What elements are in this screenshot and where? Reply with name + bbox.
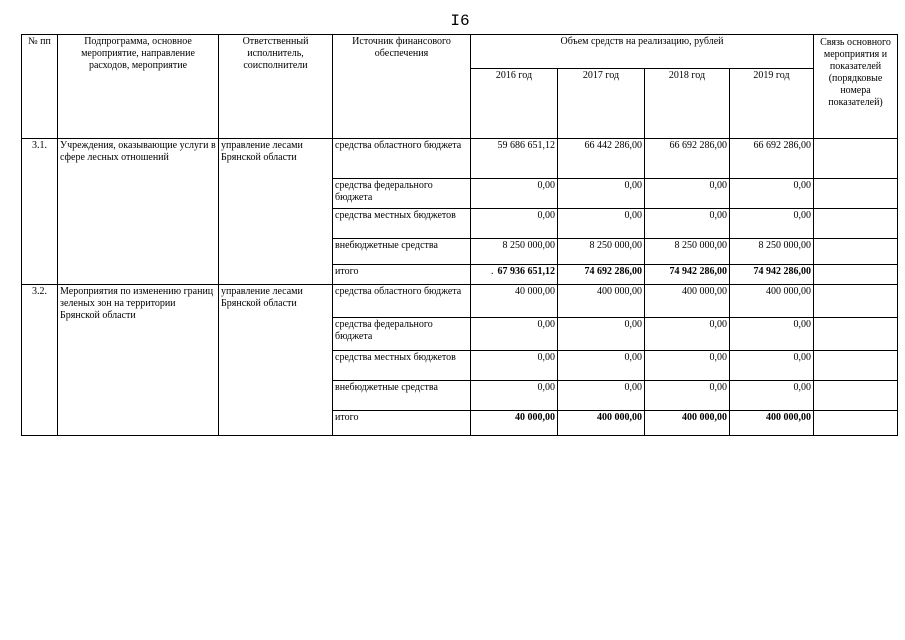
indicator-link-cell	[814, 351, 898, 381]
funding-source: внебюджетные средства	[333, 239, 471, 265]
amount-value	[471, 239, 558, 265]
amount-text: 0,00	[537, 210, 555, 221]
amount-value	[558, 239, 645, 265]
amount-text: 74 942 286,00	[669, 266, 727, 277]
amount-value	[645, 381, 730, 411]
table-row	[22, 139, 898, 179]
amount-text: 8 250 000,00	[758, 240, 811, 251]
amount-text: 0,00	[537, 382, 555, 393]
amount-text: 0,00	[793, 352, 811, 363]
amount-value	[471, 318, 558, 351]
amount-value	[558, 381, 645, 411]
header-program: Подпрограмма, основное мероприятие, направление расходов, мероприятие	[58, 35, 219, 139]
amount-value	[558, 318, 645, 351]
indicator-link-cell	[814, 318, 898, 351]
amount-value	[730, 239, 814, 265]
total-value	[730, 411, 814, 436]
total-value	[645, 411, 730, 436]
amount-value	[730, 139, 814, 179]
amount-text: 0,00	[709, 180, 727, 191]
total-label: итого	[333, 265, 471, 285]
funding-source: средства областного бюджета	[333, 139, 471, 179]
total-value	[471, 265, 558, 285]
amount-text: 400 000,00	[682, 286, 727, 297]
page-number: I6	[450, 12, 470, 30]
amount-value	[558, 209, 645, 239]
funding-source: средства местных бюджетов	[333, 209, 471, 239]
header-volume: Объем средств на реализацию, рублей	[471, 35, 814, 69]
header-num: № пп	[22, 35, 58, 139]
amount-value	[645, 239, 730, 265]
amount-value	[730, 209, 814, 239]
amount-text: 0,00	[793, 382, 811, 393]
amount-text: 0,00	[709, 319, 727, 330]
amount-value	[558, 285, 645, 318]
indicator-link-cell	[814, 139, 898, 179]
amount-text: 400 000,00	[766, 412, 811, 423]
indicator-link-cell	[814, 411, 898, 436]
margin-mark: .	[491, 266, 494, 277]
amount-value	[645, 209, 730, 239]
total-value	[558, 411, 645, 436]
section-name: Мероприятия по изменению границ зеленых зон на территории Брянской области	[58, 285, 219, 436]
header-year: 2019 год	[730, 69, 814, 139]
total-value	[471, 411, 558, 436]
amount-text: 0,00	[624, 319, 642, 330]
amount-value	[558, 179, 645, 209]
indicator-link-cell	[814, 179, 898, 209]
indicator-link-cell	[814, 209, 898, 239]
indicator-link-cell	[814, 265, 898, 285]
amount-value	[730, 179, 814, 209]
amount-value	[645, 139, 730, 179]
amount-value	[645, 179, 730, 209]
indicator-link-cell	[814, 239, 898, 265]
section-number: 3.2.	[22, 285, 58, 436]
header-executor: Ответственный исполнитель, соисполнители	[219, 35, 333, 139]
total-value	[645, 265, 730, 285]
amount-text: 66 442 286,00	[584, 140, 642, 151]
table-body	[22, 139, 898, 436]
amount-text: 0,00	[624, 352, 642, 363]
amount-text: 8 250 000,00	[589, 240, 642, 251]
amount-value	[645, 351, 730, 381]
amount-text: 40 000,00	[515, 286, 555, 297]
funding-source: средства федерального бюджета	[333, 318, 471, 351]
amount-text: 0,00	[537, 180, 555, 191]
amount-text: 8 250 000,00	[674, 240, 727, 251]
amount-text: 74 692 286,00	[584, 266, 642, 277]
amount-value	[471, 351, 558, 381]
amount-text: 0,00	[537, 352, 555, 363]
section-number: 3.1.	[22, 139, 58, 285]
funding-source: средства федерального бюджета	[333, 179, 471, 209]
amount-text: 66 692 286,00	[669, 140, 727, 151]
amount-text: 8 250 000,00	[502, 240, 555, 251]
amount-text: 0,00	[624, 210, 642, 221]
amount-text: 0,00	[793, 319, 811, 330]
amount-value	[730, 351, 814, 381]
total-label: итого	[333, 411, 471, 436]
amount-value	[471, 179, 558, 209]
amount-text: 400 000,00	[597, 412, 642, 423]
amount-text: 59 686 651,12	[497, 140, 555, 151]
table-row	[22, 285, 898, 318]
amount-value	[730, 285, 814, 318]
section-name: Учреждения, оказывающие услуги в сфере лесных отношений	[58, 139, 219, 285]
amount-text: 0,00	[709, 352, 727, 363]
amount-value	[558, 139, 645, 179]
amount-value	[730, 318, 814, 351]
amount-text: 0,00	[709, 210, 727, 221]
amount-value	[471, 285, 558, 318]
amount-value	[730, 381, 814, 411]
funding-source: внебюджетные средства	[333, 381, 471, 411]
section-executor: управление лесами Брянской области	[219, 139, 333, 285]
amount-text: 0,00	[624, 382, 642, 393]
amount-text: 0,00	[709, 382, 727, 393]
amount-text: 66 692 286,00	[753, 140, 811, 151]
amount-value	[558, 351, 645, 381]
indicator-link-cell	[814, 381, 898, 411]
header-link: Связь основного мероприятия и показателей (порядковые номера показателей)	[814, 35, 898, 139]
indicator-link-cell	[814, 285, 898, 318]
amount-text: 0,00	[537, 319, 555, 330]
amount-text: 0,00	[793, 180, 811, 191]
header-source: Источник финансового обеспечения	[333, 35, 471, 139]
section-executor: управление лесами Брянской области	[219, 285, 333, 436]
amount-value	[645, 285, 730, 318]
funding-table	[21, 34, 898, 436]
amount-text: 400 000,00	[682, 412, 727, 423]
total-value	[730, 265, 814, 285]
amount-text: 0,00	[793, 210, 811, 221]
total-value	[558, 265, 645, 285]
amount-value	[471, 139, 558, 179]
amount-value	[471, 209, 558, 239]
amount-text: 400 000,00	[766, 286, 811, 297]
amount-text: 74 942 286,00	[753, 266, 811, 277]
amount-text: 0,00	[624, 180, 642, 191]
funding-source: средства областного бюджета	[333, 285, 471, 318]
header-year: 2017 год	[558, 69, 645, 139]
header-year: 2018 год	[645, 69, 730, 139]
amount-text: 67 936 651,12	[497, 266, 555, 277]
amount-text: 400 000,00	[597, 286, 642, 297]
amount-text: 40 000,00	[515, 412, 555, 423]
amount-value	[645, 318, 730, 351]
amount-value	[471, 381, 558, 411]
funding-source: средства местных бюджетов	[333, 351, 471, 381]
header-year: 2016 год	[471, 69, 558, 139]
